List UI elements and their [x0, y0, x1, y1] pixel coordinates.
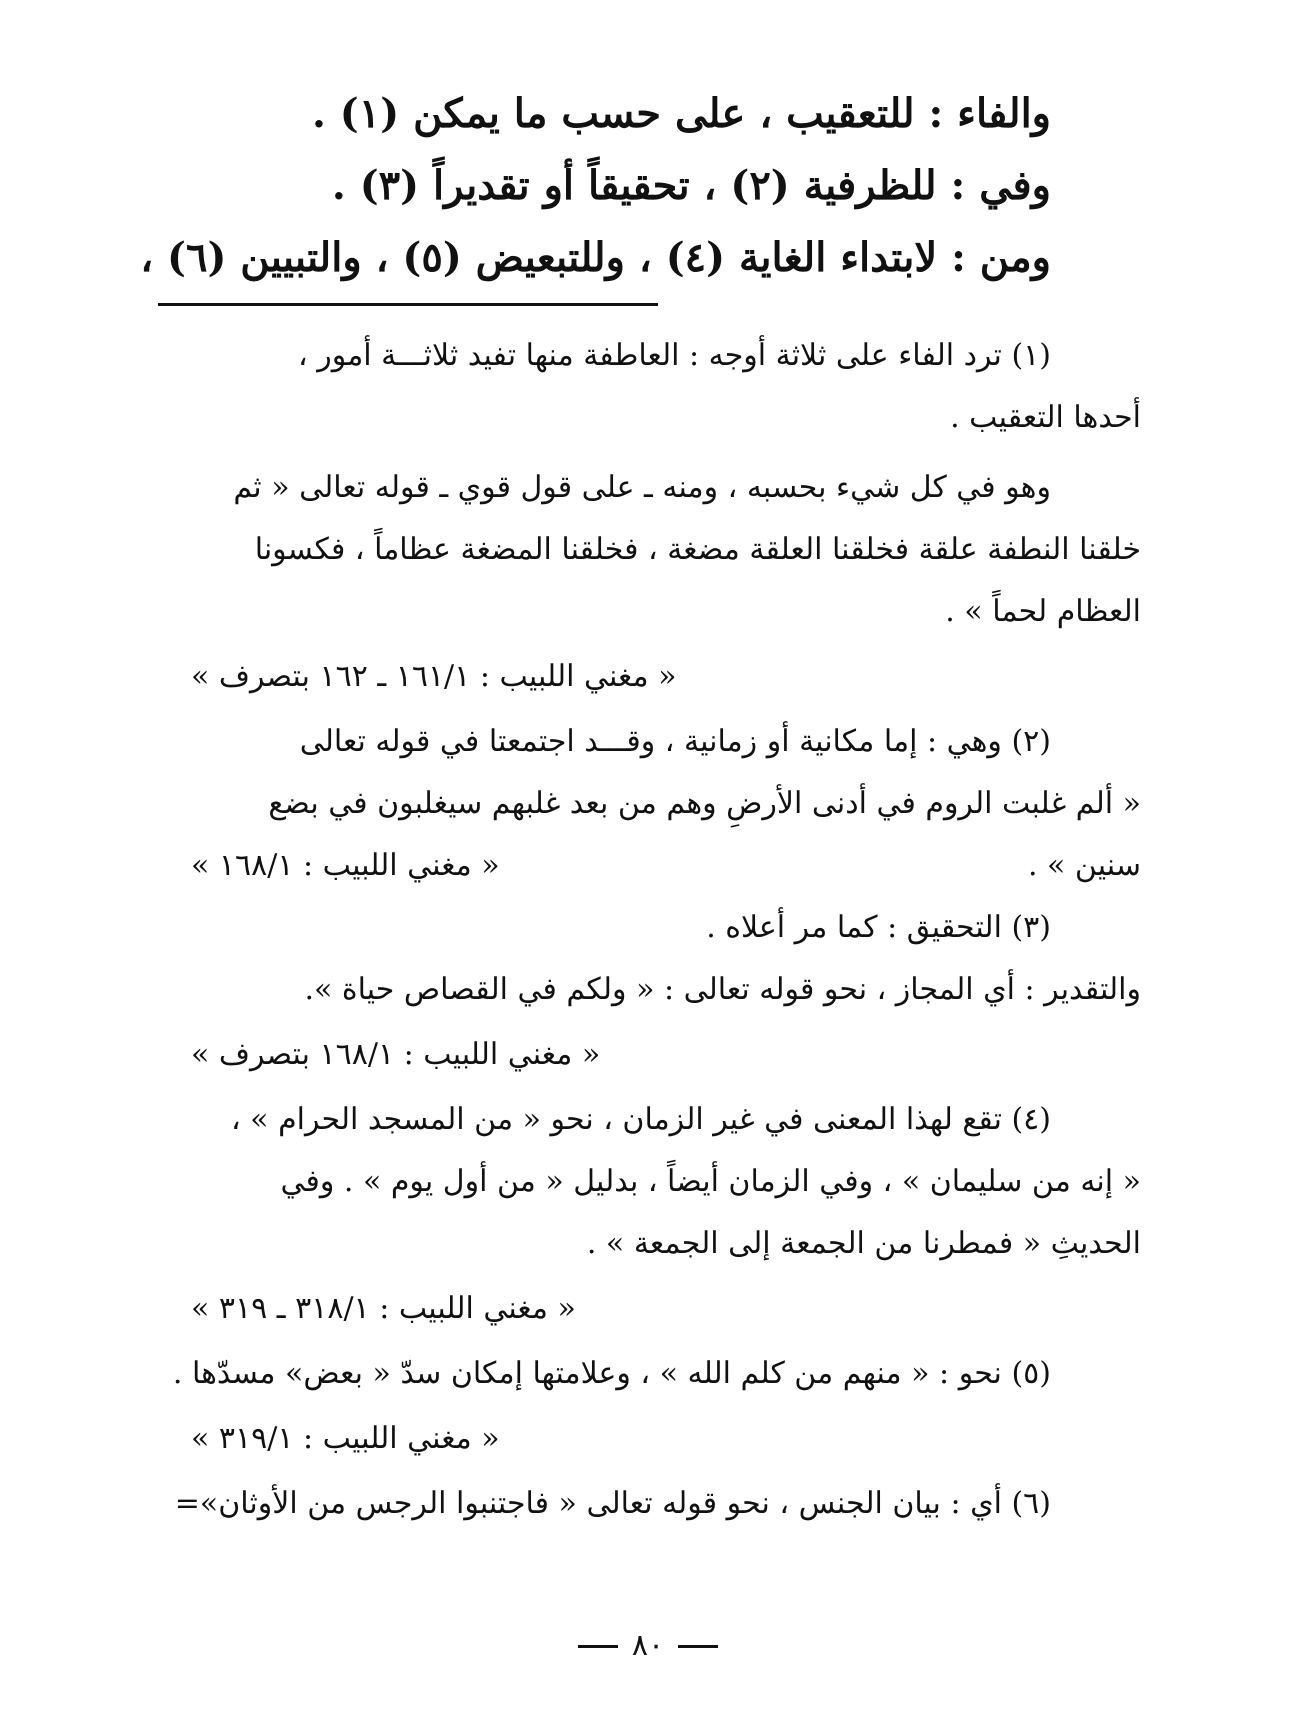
- page-number-value: ٨٠: [631, 1628, 665, 1663]
- footnote-2-line: (٢) وهي : إما مكانية أو زمانية ، وقـــد اجتمعتا في قوله تعالى: [299, 724, 1051, 759]
- footnote-1-line: وهو في كل شيء بحسبه ، ومنه ـ على قول قوي ـ قوله تعالى « ثم: [233, 470, 1051, 505]
- footnote-1-line: (١) ترد الفاء على ثلاثة أوجه : العاطفة منها تفيد ثلاثـــة أمور ،: [298, 338, 1051, 373]
- main-text: [140, 78, 1051, 294]
- footnote-1-citation: « مغني اللبيب : ١٦١/١ ـ ١٦٢ بتصرف »: [191, 659, 677, 694]
- main-line-fa: والفاء : للتعقيب ، على حسب ما يمكن (١) .: [311, 90, 1051, 137]
- page-number-dash-left: [578, 1645, 618, 1648]
- footnote-1-line: أحدها التعقيب .: [950, 400, 1141, 435]
- footnote-2-line: سنين » .: [1027, 848, 1141, 883]
- footnote-separator-rule: [158, 303, 658, 306]
- page-number-dash-right: [678, 1645, 718, 1648]
- footnote-5-citation: « مغني اللبيب : ٣١٩/١ »: [191, 1421, 500, 1456]
- footnote-4-line: (٤) تقع لهذا المعنى في غير الزمان ، نحو « من المسجد الحرام » ،: [230, 1102, 1051, 1137]
- footnote-3-line: (٣) التحقيق : كما مر أعلاه .: [706, 910, 1051, 945]
- footnote-3-line: والتقدير : أي المجاز ، نحو قوله تعالى : « ولكم في القصاص حياة ».: [304, 972, 1141, 1007]
- footnote-4-line: الحديثِ « فمطرنا من الجمعة إلى الجمعة » .: [586, 1226, 1141, 1261]
- footnote-6-line: (٦) أي : بيان الجنس ، نحو قوله تعالى « فاجتنبوا الرجس من الأوثان»=: [174, 1486, 1051, 1521]
- main-line-fi: وفي : للظرفية (٢) ، تحقيقاً أو تقديراً (٣) .: [331, 162, 1051, 209]
- footnote-1-line: خلقنا النطفة علقة فخلقنا العلقة مضغة ، فخلقنا المضغة عظاماً ، فكسونا: [254, 532, 1141, 567]
- footnote-3-citation: « مغني اللبيب : ١٦٨/١ بتصرف »: [191, 1037, 601, 1072]
- footnote-2-citation: « مغني اللبيب : ١٦٨/١ »: [191, 848, 500, 883]
- main-line-min: ومن : لابتداء الغاية (٤) ، وللتبعيض (٥) ، والتبيين (٦) ،: [140, 234, 1051, 281]
- footnote-1-line: العظام لحماً » .: [945, 594, 1141, 629]
- footnote-2-line: « ألم غلبت الروم في أدنى الأرضِ وهم من بعد غلبهم سيغلبون في بضع: [268, 786, 1141, 821]
- footnotes: [141, 325, 1141, 1535]
- footnote-5-line: (٥) نحو : « منهم من كلم الله » ، وعلامتها إمكان سدّ « بعض» مسدّها .: [172, 1356, 1051, 1391]
- page-number: [0, 1625, 1296, 1666]
- footnote-4-line: « إنه من سليمان » ، وفي الزمان أيضاً ، بدليل « من أول يوم » . وفي: [280, 1164, 1141, 1199]
- footnote-4-citation: « مغني اللبيب : ٣١٨/١ ـ ٣١٩ »: [191, 1291, 576, 1326]
- footnote-2-last-line: [141, 835, 1141, 897]
